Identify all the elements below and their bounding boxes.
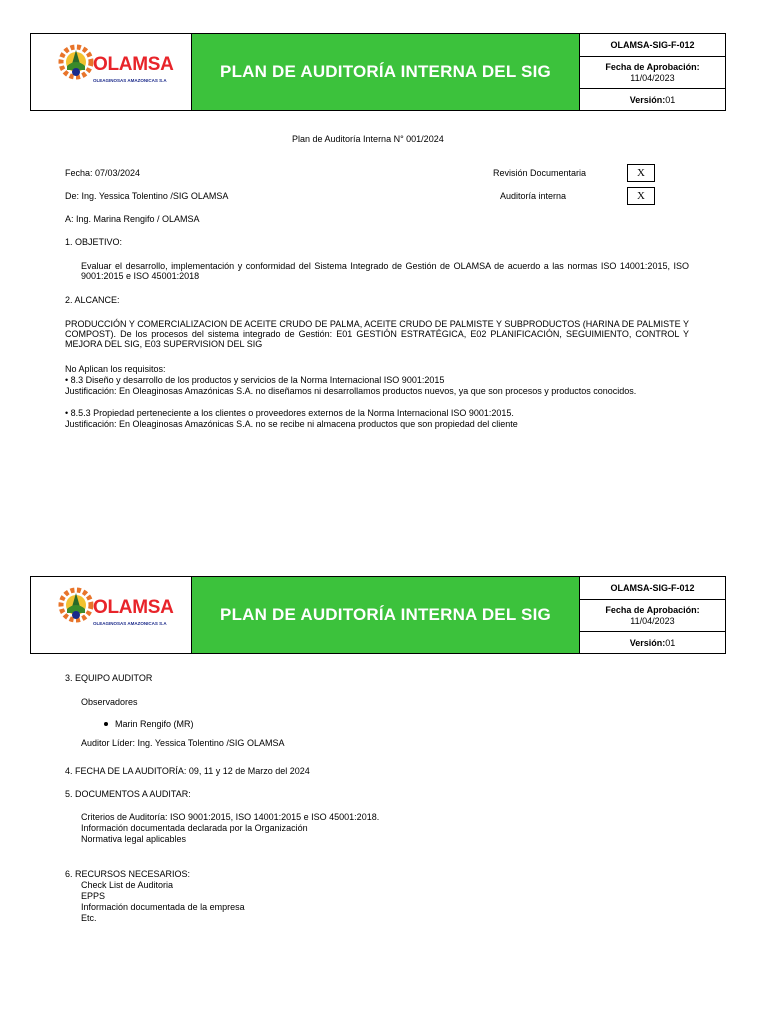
version-value: 01 [665,94,676,105]
recurso-4: Etc. [81,913,97,923]
logo-subtitle: OLEAGINOSAS AMAZONICAS S.A [93,621,167,626]
requirement-2: • 8.5.3 Propiedad perteneciente a los clientes o proveedores externos de la Norma Internacional ISO 9001:2015. [65,408,514,418]
revision-mark: X [637,167,645,179]
company-logo [31,34,192,110]
document-code: OLAMSA-SIG-F-012 [580,577,725,600]
auditoria-mark: X [637,190,645,202]
document-title: PLAN DE AUDITORÍA INTERNA DEL SIG [192,34,579,110]
documentos-heading: 5. DOCUMENTOS A AUDITAR: [65,789,191,799]
auditoria-interna-label: Auditoría interna [500,191,567,201]
recurso-3: Información documentada de la empresa [81,902,245,912]
logo-wordmark: OLAMSA [93,54,174,75]
approval-label: Fecha de Aprobación: [605,604,700,615]
documento-1: Criterios de Auditoría: ISO 9001:2015, ISO 14001:2015 e ISO 45001:2018. [81,812,380,822]
approval-date: 11/04/2023 [630,615,675,626]
recursos-heading: 6. RECURSOS NECESARIOS: [65,869,191,879]
alcance-heading: 2. ALCANCE: [65,295,120,305]
documento-2: Información documentada declarada por la Organización [81,823,308,833]
bullet-icon [104,722,108,726]
recurso-1: Check List de Auditoria [81,880,174,890]
approval-label: Fecha de Aprobación: [605,61,700,72]
documento-3: Normativa legal aplicables [81,834,187,844]
document-header [30,33,726,111]
revision-documentaria-checkbox [627,164,655,182]
equipo-heading: 3. EQUIPO AUDITOR [65,673,153,683]
logo-wordmark: OLAMSA [93,597,174,618]
no-aplican: No Aplican los requisitos: [65,364,166,374]
approval-cell [580,600,725,632]
approval-date: 11/04/2023 [630,72,675,83]
version-value: 01 [665,637,676,648]
recurso-2: EPPS [81,891,106,901]
fecha: Fecha: 07/03/2024 [65,168,141,178]
auditoria-interna-checkbox [627,187,655,205]
plan-number: Plan de Auditoría Interna N° 001/2024 [292,134,444,144]
justification-2: Justificación: En Oleaginosas Amazónicas S.A. no se recibe ni almacena productos que son propiedad del cliente [65,419,518,429]
document-info-box [579,34,725,110]
logo-subtitle: OLEAGINOSAS AMAZONICAS S.A [93,78,167,83]
version-cell [580,89,725,110]
auditor-lider: Auditor Líder: Ing. Yessica Tolentino /SIG OLAMSA [81,738,285,748]
de: De: Ing. Yessica Tolentino /SIG OLAMSA [65,191,229,201]
approval-cell [580,57,725,89]
alcance-text: PRODUCCIÓN Y COMERCIALIZACION DE ACEITE CRUDO DE PALMA, ACEITE CRUDO DE PALMISTE Y SUBPRODUCTOS (HARINA DE PALMISTE Y COMPOST). De los procesos del sistema integrado de Gestión: E01 GESTIÓN ESTRATÉGICA, E02 PLANIFICACIÓN, SEGUIMIENTO, CONTROL Y MEJORA DEL SIG, E03 SUPERVISION DEL SIG [65,319,689,349]
document-header [30,576,726,654]
justification-1: Justificación: En Oleaginosas Amazónicas S.A. no diseñamos ni desarrollamos productos nuevos, ya que son procesos y productos conocidos. [65,386,637,396]
gear-logo-icon [57,42,95,82]
gear-logo-icon [57,585,95,625]
fecha-auditoria: 4. FECHA DE LA AUDITORÍA: 09, 11 y 12 de Marzo del 2024 [65,766,310,776]
document-code: OLAMSA-SIG-F-012 [580,34,725,57]
para: A: Ing. Marina Rengifo / OLAMSA [65,214,200,224]
version-label: Versión: [629,94,666,105]
requirement-1: • 8.3 Diseño y desarrollo de los productos y servicios de la Norma Internacional ISO 9001:2015 [65,375,445,385]
version-label: Versión: [629,637,666,648]
document-info-box [579,577,725,653]
objetivo-heading: 1. OBJETIVO: [65,237,123,247]
observer-1: Marin Rengifo (MR) [115,719,194,729]
version-cell [580,632,725,653]
objetivo-text: Evaluar el desarrollo, implementación y conformidad del Sistema Integrado de Gestión de OLAMSA de acuerdo a las normas ISO 14001:2015, ISO 9001:2015 e ISO 45001:2018 [81,261,689,281]
revision-documentaria-label: Revisión Documentaria [493,168,587,178]
company-logo [31,577,192,653]
observadores-label: Observadores [81,697,138,707]
document-title: PLAN DE AUDITORÍA INTERNA DEL SIG [192,577,579,653]
